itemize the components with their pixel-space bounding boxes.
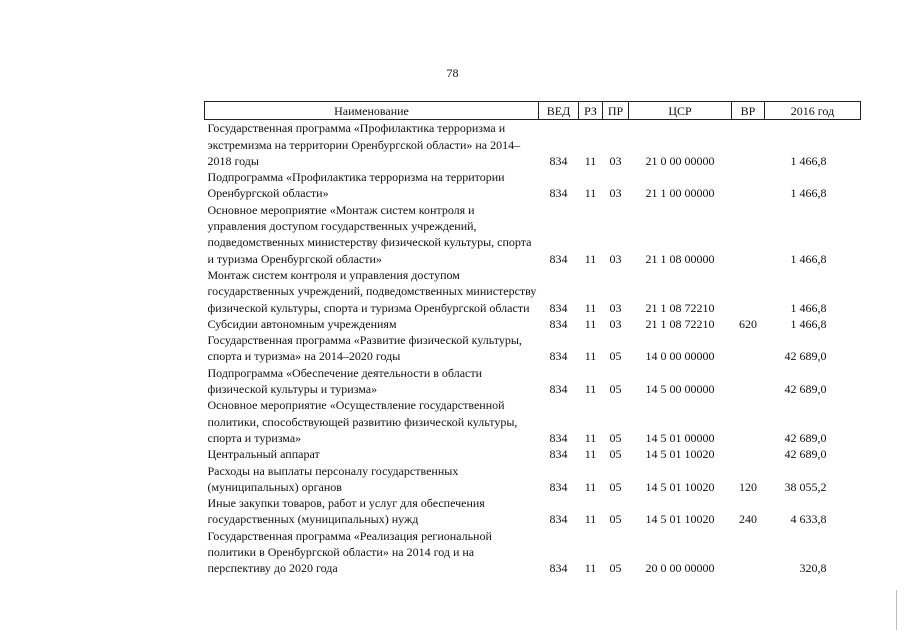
row-vr bbox=[732, 202, 765, 267]
row-vr bbox=[732, 365, 765, 398]
row-name: Государственная программа «Развитие физической культуры, спорта и туризма» на 2014–2020 годы bbox=[207, 333, 522, 364]
row-name: Государственная программа «Профилактика терроризма и экстремизма на территории Оренбургской области» на 2014–2018 годы bbox=[207, 121, 521, 168]
row-rz: 11 bbox=[584, 382, 597, 397]
row-pr: 03 bbox=[609, 300, 622, 315]
row-pr: 05 bbox=[609, 382, 622, 397]
row-rz: 11 bbox=[584, 251, 597, 266]
row-vr: 120 bbox=[739, 479, 757, 494]
row-vr bbox=[732, 267, 765, 316]
row-name: Основное мероприятие «Осуществление государственной политики, способствующей развитию физической культуры, спорта и туризма» bbox=[207, 398, 518, 445]
row-name: Основное мероприятие «Монтаж систем контроля и управления доступом государственных учреждений, подведомственных министерству физической культуры, спорта и туризма Оренбургской области» bbox=[207, 202, 532, 266]
row-name: Центральный аппарат bbox=[207, 447, 320, 462]
row-csr: 14 5 00 00000 bbox=[645, 382, 715, 397]
row-pr: 03 bbox=[609, 251, 622, 266]
table-row bbox=[205, 332, 861, 365]
table-row bbox=[205, 495, 861, 528]
page-number: 78 bbox=[446, 66, 459, 80]
row-name: Государственная программа «Реализация региональной политики в Оренбургской области» на 2014 год и на перспективу до 2020 года bbox=[207, 528, 492, 576]
row-vr bbox=[732, 120, 765, 169]
row-rz: 11 bbox=[584, 349, 597, 364]
row-rz: 11 bbox=[584, 512, 597, 527]
row-vr bbox=[732, 332, 765, 365]
row-vr: 240 bbox=[739, 512, 757, 527]
row-csr: 21 0 00 00000 bbox=[645, 153, 715, 168]
row-amount: 42 689,0 bbox=[784, 430, 827, 445]
row-csr: 21 1 08 72210 bbox=[645, 316, 715, 331]
row-amount: 42 689,0 bbox=[784, 349, 827, 364]
table-header-row bbox=[205, 102, 861, 120]
row-pr: 05 bbox=[609, 447, 622, 462]
row-name: Подпрограмма «Обеспечение деятельности в области физической культуры и туризма» bbox=[207, 365, 483, 397]
row-name: Иные закупки товаров, работ и услуг для обеспечения государственных (муниципальных) нужд bbox=[207, 496, 485, 527]
row-pr: 05 bbox=[609, 561, 622, 576]
row-ved: 834 bbox=[549, 251, 568, 266]
row-csr: 14 0 00 00000 bbox=[645, 349, 715, 364]
row-vr bbox=[732, 169, 765, 202]
row-csr: 21 1 08 72210 bbox=[645, 300, 715, 315]
row-csr: 21 1 08 00000 bbox=[645, 251, 715, 266]
row-ved: 834 bbox=[549, 479, 568, 494]
row-rz: 11 bbox=[584, 153, 597, 168]
row-amount: 1 466,8 bbox=[790, 316, 827, 331]
row-ved: 834 bbox=[549, 349, 568, 364]
row-rz: 11 bbox=[584, 316, 597, 331]
row-amount: 42 689,0 bbox=[784, 382, 827, 397]
table-row bbox=[205, 365, 861, 398]
row-ved: 834 bbox=[549, 316, 568, 331]
row-vr: 620 bbox=[739, 316, 757, 331]
row-pr: 03 bbox=[609, 153, 622, 168]
row-vr bbox=[732, 446, 765, 462]
row-ved: 834 bbox=[549, 300, 568, 315]
row-ved: 834 bbox=[549, 512, 568, 527]
header-ved: ВЕД bbox=[539, 102, 579, 120]
header-name: Наименование bbox=[205, 102, 539, 120]
row-csr: 14 5 01 10020 bbox=[645, 512, 715, 527]
row-amount: 38 055,2 bbox=[784, 479, 827, 494]
header-csr: ЦСР bbox=[629, 102, 732, 120]
row-amount: 1 466,8 bbox=[790, 186, 827, 201]
row-ved: 834 bbox=[549, 382, 568, 397]
row-vr bbox=[732, 397, 765, 446]
header-rz: РЗ bbox=[579, 102, 603, 120]
row-csr: 21 1 00 00000 bbox=[645, 186, 715, 201]
header-amount: 2016 год bbox=[765, 102, 861, 120]
header-vr: ВР bbox=[732, 102, 765, 120]
row-name: Монтаж систем контроля и управления доступом государственных учреждений, подведомственных министерству физической культуры, спорта и туризма Оренбургской области bbox=[207, 267, 537, 315]
table-row bbox=[205, 202, 861, 267]
row-amount: 4 633,8 bbox=[790, 512, 827, 527]
table-row bbox=[205, 528, 861, 577]
row-pr: 05 bbox=[609, 349, 622, 364]
row-ved: 834 bbox=[549, 430, 568, 445]
table-row bbox=[205, 446, 861, 462]
row-ved: 834 bbox=[549, 561, 568, 576]
row-ved: 834 bbox=[549, 186, 568, 201]
row-rz: 11 bbox=[584, 300, 597, 315]
table-body bbox=[205, 120, 861, 577]
table-row bbox=[205, 267, 861, 316]
row-csr: 20 0 00 00000 bbox=[645, 561, 715, 576]
table-row bbox=[205, 316, 861, 332]
row-csr: 14 5 01 00000 bbox=[645, 430, 715, 445]
header-pr: ПР bbox=[603, 102, 629, 120]
row-ved: 834 bbox=[549, 153, 568, 168]
row-amount: 1 466,8 bbox=[790, 153, 827, 168]
table-row bbox=[205, 397, 861, 446]
table-row bbox=[205, 120, 861, 169]
row-rz: 11 bbox=[584, 447, 597, 462]
row-amount: 42 689,0 bbox=[784, 447, 827, 462]
row-csr: 14 5 01 10020 bbox=[645, 447, 715, 462]
table-row bbox=[205, 169, 861, 202]
row-name: Расходы на выплаты персоналу государственных (муниципальных) органов bbox=[207, 463, 459, 494]
row-amount: 1 466,8 bbox=[790, 251, 827, 266]
row-ved: 834 bbox=[549, 447, 568, 462]
row-pr: 05 bbox=[609, 430, 622, 445]
row-name: Подпрограмма «Профилактика терроризма на территории Оренбургской области» bbox=[207, 170, 505, 201]
row-pr: 03 bbox=[609, 186, 622, 201]
row-rz: 11 bbox=[584, 430, 597, 445]
row-rz: 11 bbox=[584, 186, 597, 201]
row-amount: 320,8 bbox=[799, 561, 827, 576]
row-name: Субсидии автономным учреждениям bbox=[207, 316, 397, 331]
row-rz: 11 bbox=[584, 561, 597, 576]
row-rz: 11 bbox=[584, 479, 597, 494]
row-pr: 05 bbox=[609, 512, 622, 527]
row-pr: 03 bbox=[609, 316, 622, 331]
row-amount: 1 466,8 bbox=[790, 300, 827, 315]
budget-table bbox=[204, 101, 861, 577]
row-csr: 14 5 01 10020 bbox=[645, 479, 715, 494]
scan-edge-mark bbox=[896, 590, 897, 630]
row-pr: 05 bbox=[609, 479, 622, 494]
table-row bbox=[205, 463, 861, 496]
row-vr bbox=[732, 528, 765, 577]
